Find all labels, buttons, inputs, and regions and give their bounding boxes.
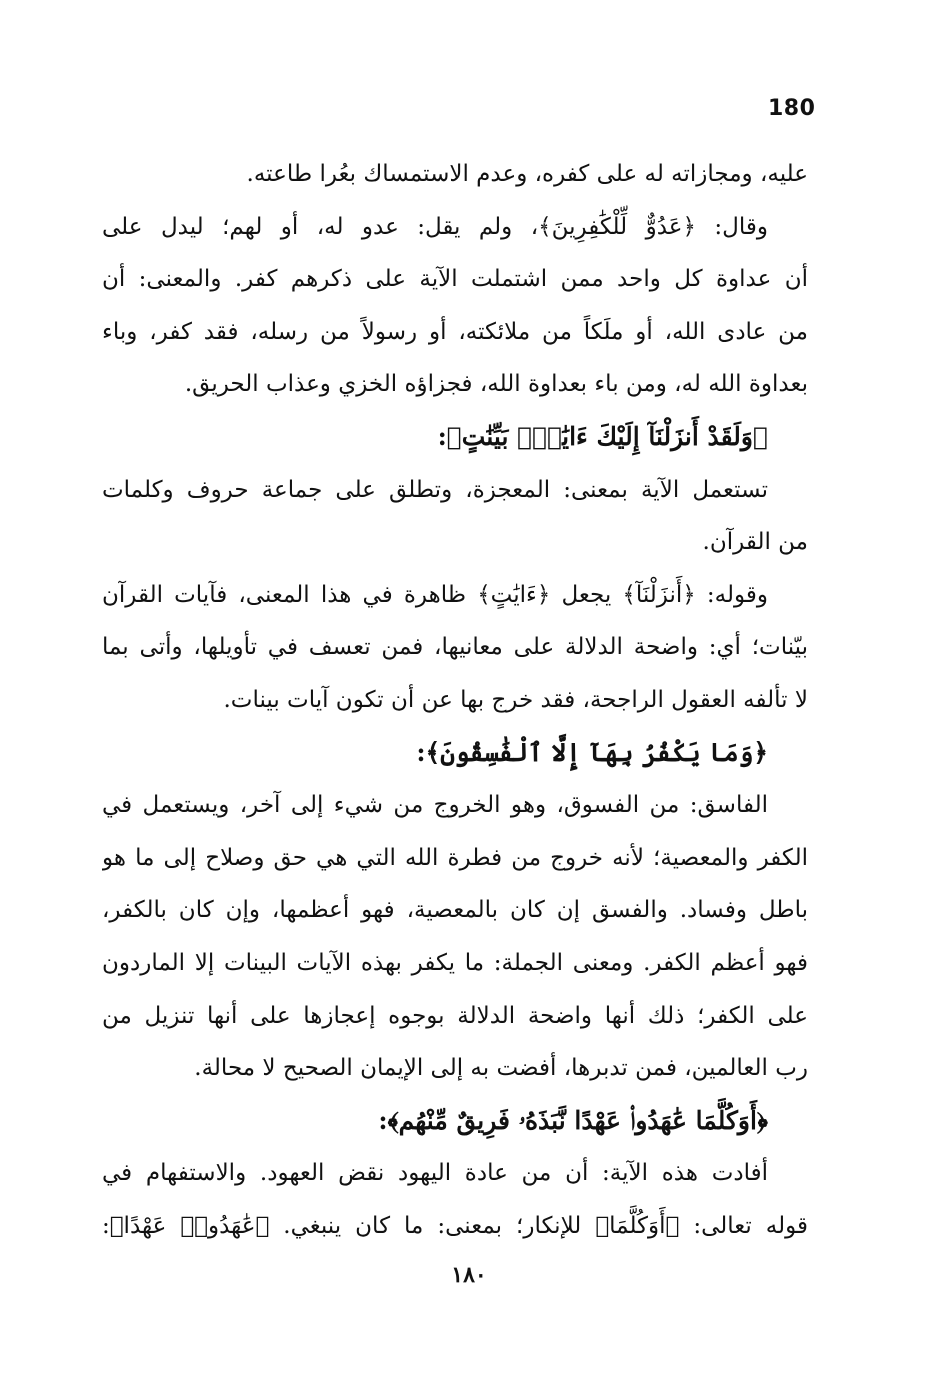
page-number-bottom: ١٨٠ [451, 1262, 487, 1288]
verse-heading: ﴿أَوَكُلَّمَا عَٰهَدُوا۟ عَهْدًا نَّبَذَهُۥ فَرِيقٌ مِّنْهُم﴾: [378, 1105, 768, 1135]
text-line: قوله تعالى: ﴿أَوَكُلَّمَا﴾ للإنكار؛ بمعنى: ما كان ينبغي. ﴿عَٰهَدُوا۟ عَهْدًا﴾: [102, 1212, 808, 1239]
text-line: رب العالمين، فمن تدبرها، أفضت به إلى الإيمان الصحيح لا محالة. [194, 1055, 808, 1082]
text-line: عليه، ومجازاته له على كفره، وعدم الاستمساك بعُرا طاعته. [246, 161, 808, 187]
text-line: الكفر والمعصية؛ لأنه خروج من فطرة الله التي هي حق وصلاح إلى ما هو [102, 844, 808, 871]
verse-heading: ﴿وَمَا يَكْفُرُ بِهَآ إِلَّا ٱلْفَٰسِقُونَ﴾: [416, 737, 768, 767]
text-line: أفادت هذه الآية: أن من عادة اليهود نقض العهود. والاستفهام في [102, 1160, 768, 1187]
page-number-top: 180 [768, 96, 816, 121]
text-line: باطل وفساد. والفسق إن كان بالمعصية، فهو أعظمها، وإن كان بالكفر، [102, 897, 808, 924]
text-line: فهو أعظم الكفر. ومعنى الجملة: ما يكفر بهذه الآيات البينات إلا الماردون [102, 949, 808, 976]
text-line: أن عداوة كل واحد ممن اشتملت الآية على ذكرهم كفر. والمعنى: أن [102, 266, 808, 293]
text-line: الفاسق: من الفسوق، وهو الخروج من شيء إلى آخر، ويستعمل في [102, 792, 768, 819]
text-body [102, 148, 808, 1252]
text-line: من عادى الله، أو ملَكاً من ملائكته، أو رسولاً من رسله، فقد كفر، وباء [102, 318, 808, 345]
text-line: وقال: ﴿عَدُوٌّ لِّلْكَٰفِرِينَ﴾، ولم يقل: عدو له، أو لهم؛ ليدل على [102, 213, 768, 240]
verse-heading: ﴿وَلَقَدْ أَنزَلْنَآ إِلَيْكَ ءَايَٰتٍۭ بَيِّنَٰتٍ﴾: [437, 421, 768, 451]
text-line: على الكفر؛ ذلك أنها واضحة الدلالة بوجوه إعجازها على أنها تنزيل من [102, 1002, 808, 1029]
text-line: بيّنات؛ أي: واضحة الدلالة على معانيها، فمن تعسف في تأويلها، وأتى بما [102, 634, 808, 661]
text-line: تستعمل الآية بمعنى: المعجزة، وتطلق على جماعة حروف وكلمات [102, 476, 768, 503]
text-line: من القرآن. [702, 529, 808, 556]
text-line: لا تألفه العقول الراجحة، فقد خرج بها عن أن تكون آيات بينات. [223, 686, 808, 713]
text-line: وقوله: ﴿أَنزَلْنَآ﴾ يجعل ﴿ءَايَٰتٍ﴾ ظاهرة في هذا المعنى، فآيات القرآن [102, 581, 768, 608]
text-line: بعداوة الله له، ومن باء بعداوة الله، فجزاؤه الخزي وعذاب الحريق. [184, 371, 808, 398]
